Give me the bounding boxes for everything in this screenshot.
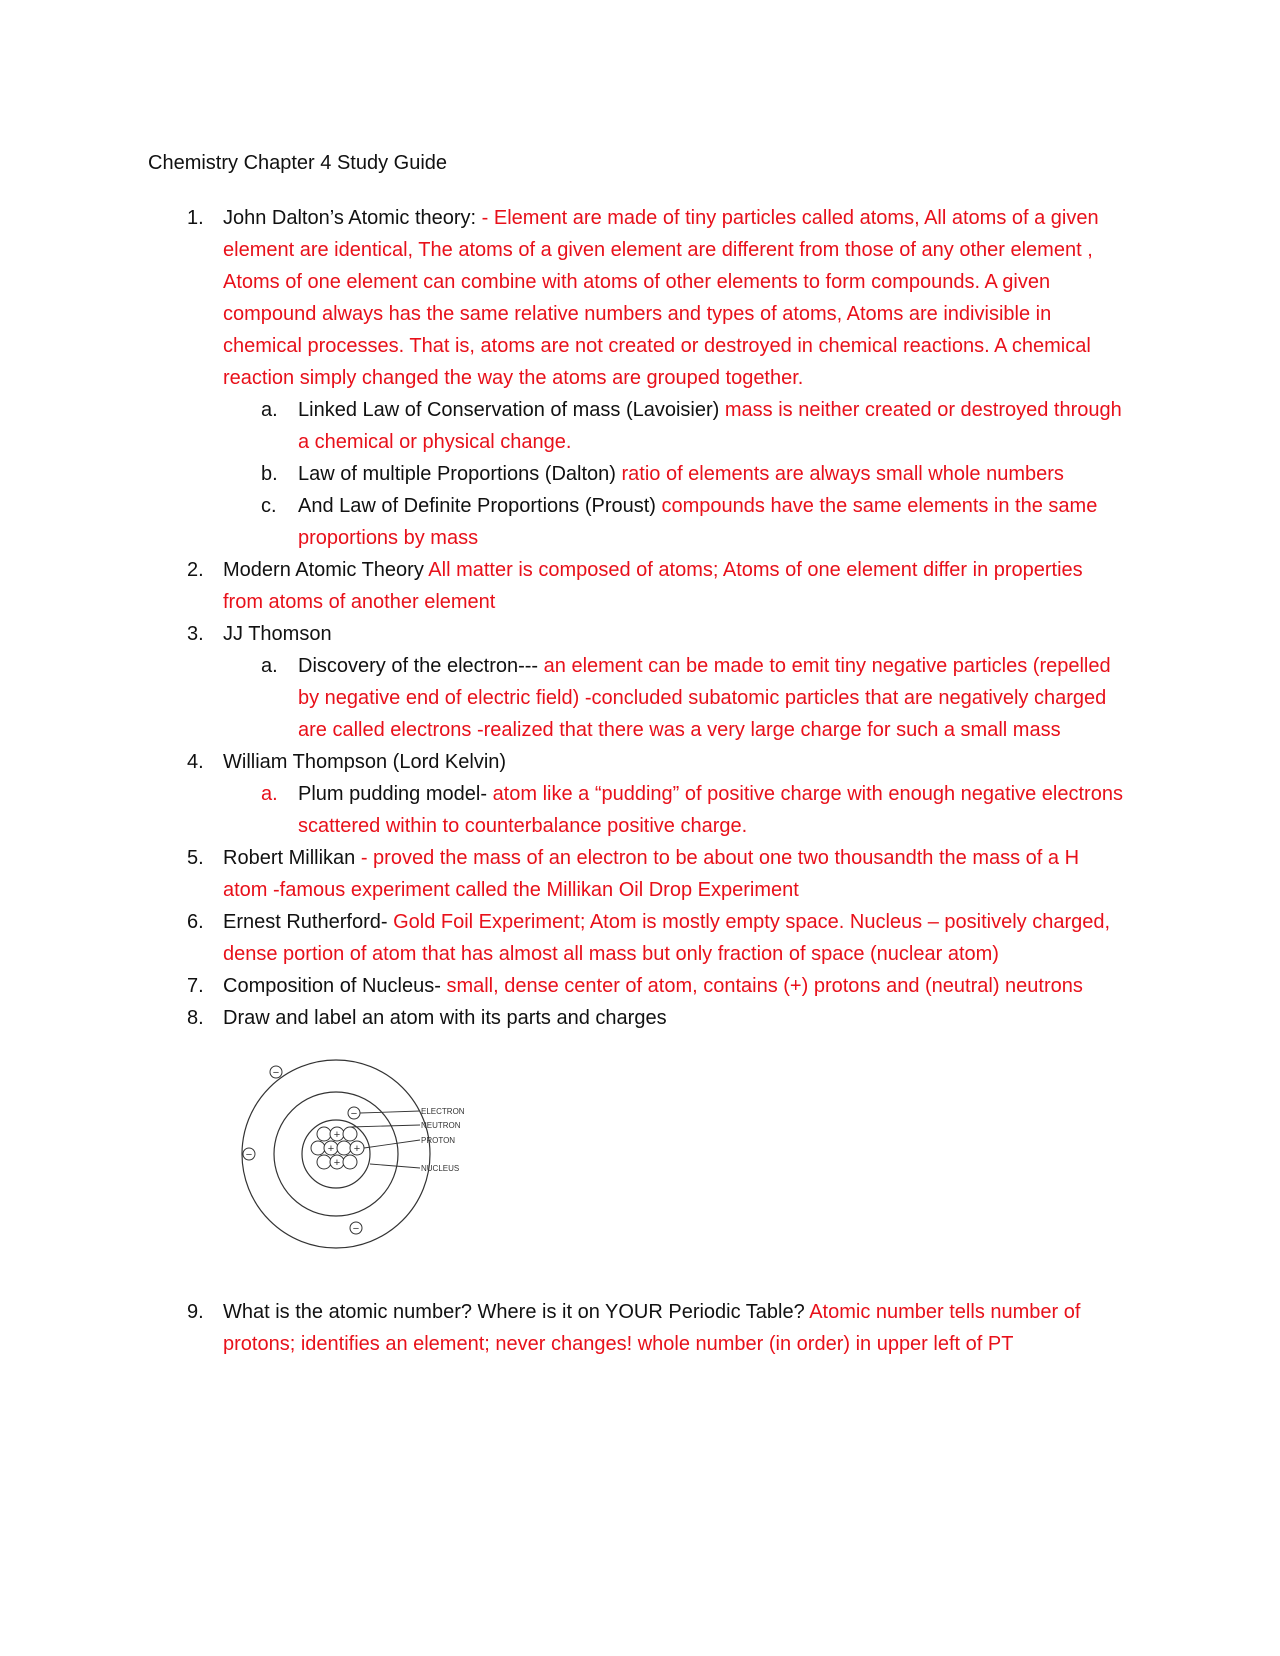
- question-5: [148, 842, 1128, 906]
- answer-text: All matter is composed of atoms; Atoms of one element differ in properties from atoms of another element: [223, 559, 1083, 613]
- svg-text:−: −: [245, 1149, 253, 1161]
- question-label: Modern Atomic Theory: [223, 559, 429, 581]
- question-3: [148, 618, 1128, 650]
- neutron: [317, 1127, 331, 1141]
- question-label: William Thompson (Lord Kelvin): [223, 751, 507, 773]
- page-title: Chemistry Chapter 4 Study Guide: [148, 152, 448, 174]
- sub-label: Plum pudding model-: [298, 783, 493, 805]
- sub-letter: b.: [261, 463, 278, 485]
- question-number: 5.: [187, 847, 204, 869]
- answer-text: - Element are made of tiny particles called atoms, All atoms of a given element are identical, The atoms of a given element are different from those of any other element , Atoms of one element can combine with atoms of other elements to form compounds. A given compound always has the same relative numbers and types of atoms, Atoms are indivisible in chemical processes. That is, atoms are not created or destroyed in chemical reactions. A chemical reaction simply changed the way the atoms are grouped together.: [223, 207, 1099, 389]
- question-number: 6.: [187, 911, 204, 933]
- diagram-labels: [421, 1107, 465, 1173]
- sub-letter: a.: [261, 783, 278, 805]
- question-label: Draw and label an atom with its parts and charges: [223, 1007, 667, 1029]
- answer-text: Gold Foil Experiment; Atom is mostly empty space. Nucleus – positively charged, dense portion of atom that has almost all mass but only fraction of space (nuclear atom): [223, 911, 1111, 965]
- question-1-sub-b: [223, 458, 1128, 490]
- sub-letter: c.: [261, 495, 277, 517]
- neutron: [343, 1155, 357, 1169]
- answer-text: small, dense center of atom, contains (+) protons and (neutral) neutrons: [446, 975, 1083, 997]
- question-8: [148, 1002, 1128, 1034]
- question-7: [148, 970, 1128, 1002]
- neutron: [311, 1141, 325, 1155]
- question-label: What is the atomic number? Where is it on YOUR Periodic Table?: [223, 1301, 810, 1323]
- svg-text:−: −: [350, 1108, 358, 1120]
- question-label: JJ Thomson: [223, 623, 332, 645]
- neutron-label: NEUTRON: [421, 1121, 461, 1130]
- answer-text: Atomic number tells number of protons; identifies an element; never changes! whole number (in order) in upper left of PT: [223, 1301, 1081, 1355]
- svg-text:+: +: [333, 1157, 341, 1169]
- svg-text:−: −: [272, 1067, 280, 1079]
- sub-answer: compounds have the same elements in the same proportions by mass: [298, 495, 1098, 549]
- question-4: [148, 746, 1128, 778]
- question-label: Ernest Rutherford-: [223, 911, 394, 933]
- answer-text: - proved the mass of an electron to be about one two thousandth the mass of a H atom -famous experiment called the Millikan Oil Drop Experiment: [223, 847, 1080, 901]
- sub-answer: mass is neither created or destroyed through a chemical or physical change.: [298, 399, 1122, 453]
- question-1-sub-a: [223, 394, 1128, 458]
- sub-letter: a.: [261, 399, 278, 421]
- question-number: 3.: [187, 623, 204, 645]
- question-2: [148, 554, 1128, 618]
- sub-letter: a.: [261, 655, 278, 677]
- question-9: [148, 1296, 1128, 1360]
- electron-3: [243, 1148, 255, 1161]
- outer-orbit: [242, 1060, 430, 1248]
- question-number: 9.: [187, 1301, 204, 1323]
- question-label: John Dalton’s Atomic theory:: [223, 207, 482, 229]
- svg-text:−: −: [352, 1223, 360, 1235]
- question-1-sub-c: [223, 490, 1128, 554]
- electron-4: [350, 1222, 362, 1235]
- sub-answer: an element can be made to emit tiny negative particles (repelled by negative end of electric field) -concluded subatomic particles that are negatively charged are called electrons -realized that there was a very large charge for such a small mass: [298, 655, 1111, 741]
- neutron: [317, 1155, 331, 1169]
- electron-1: [270, 1066, 282, 1079]
- question-list: [148, 202, 1128, 1360]
- question-number: 1.: [187, 207, 204, 229]
- question-number: 4.: [187, 751, 204, 773]
- question-number: 7.: [187, 975, 204, 997]
- inner-orbit: [274, 1092, 398, 1216]
- question-4-sub-a: [223, 778, 1128, 842]
- electron-label: ELECTRON: [421, 1107, 465, 1116]
- sub-label: Discovery of the electron---: [298, 655, 544, 677]
- sub-answer: ratio of elements are always small whole numbers: [621, 463, 1064, 485]
- question-label: Robert Millikan: [223, 847, 361, 869]
- question-6: [148, 906, 1128, 970]
- question-label: Composition of Nucleus-: [223, 975, 447, 997]
- svg-text:+: +: [333, 1129, 341, 1141]
- atom-diagram: [230, 1054, 490, 1254]
- nucleus-label: NUCLEUS: [421, 1164, 460, 1173]
- electron-2: [348, 1107, 360, 1120]
- question-number: 8.: [187, 1007, 204, 1029]
- svg-text:+: +: [327, 1143, 335, 1155]
- label-lines: [350, 1111, 420, 1168]
- neutron: [343, 1127, 357, 1141]
- svg-text:+: +: [353, 1143, 361, 1155]
- question-1: [148, 202, 1128, 394]
- neutron: [337, 1141, 351, 1155]
- sub-answer: atom like a “pudding” of positive charge with enough negative electrons scattered within to counterbalance positive charge.: [298, 783, 1123, 837]
- question-3-sub-a: [223, 650, 1128, 746]
- sub-label: Law of multiple Proportions (Dalton): [298, 463, 622, 485]
- question-number: 2.: [187, 559, 204, 581]
- sub-label: Linked Law of Conservation of mass (Lavoisier): [298, 399, 725, 421]
- proton-label: PROTON: [421, 1136, 456, 1145]
- atom-diagram-area: [148, 1034, 1128, 1296]
- sub-label: And Law of Definite Proportions (Proust): [298, 495, 662, 517]
